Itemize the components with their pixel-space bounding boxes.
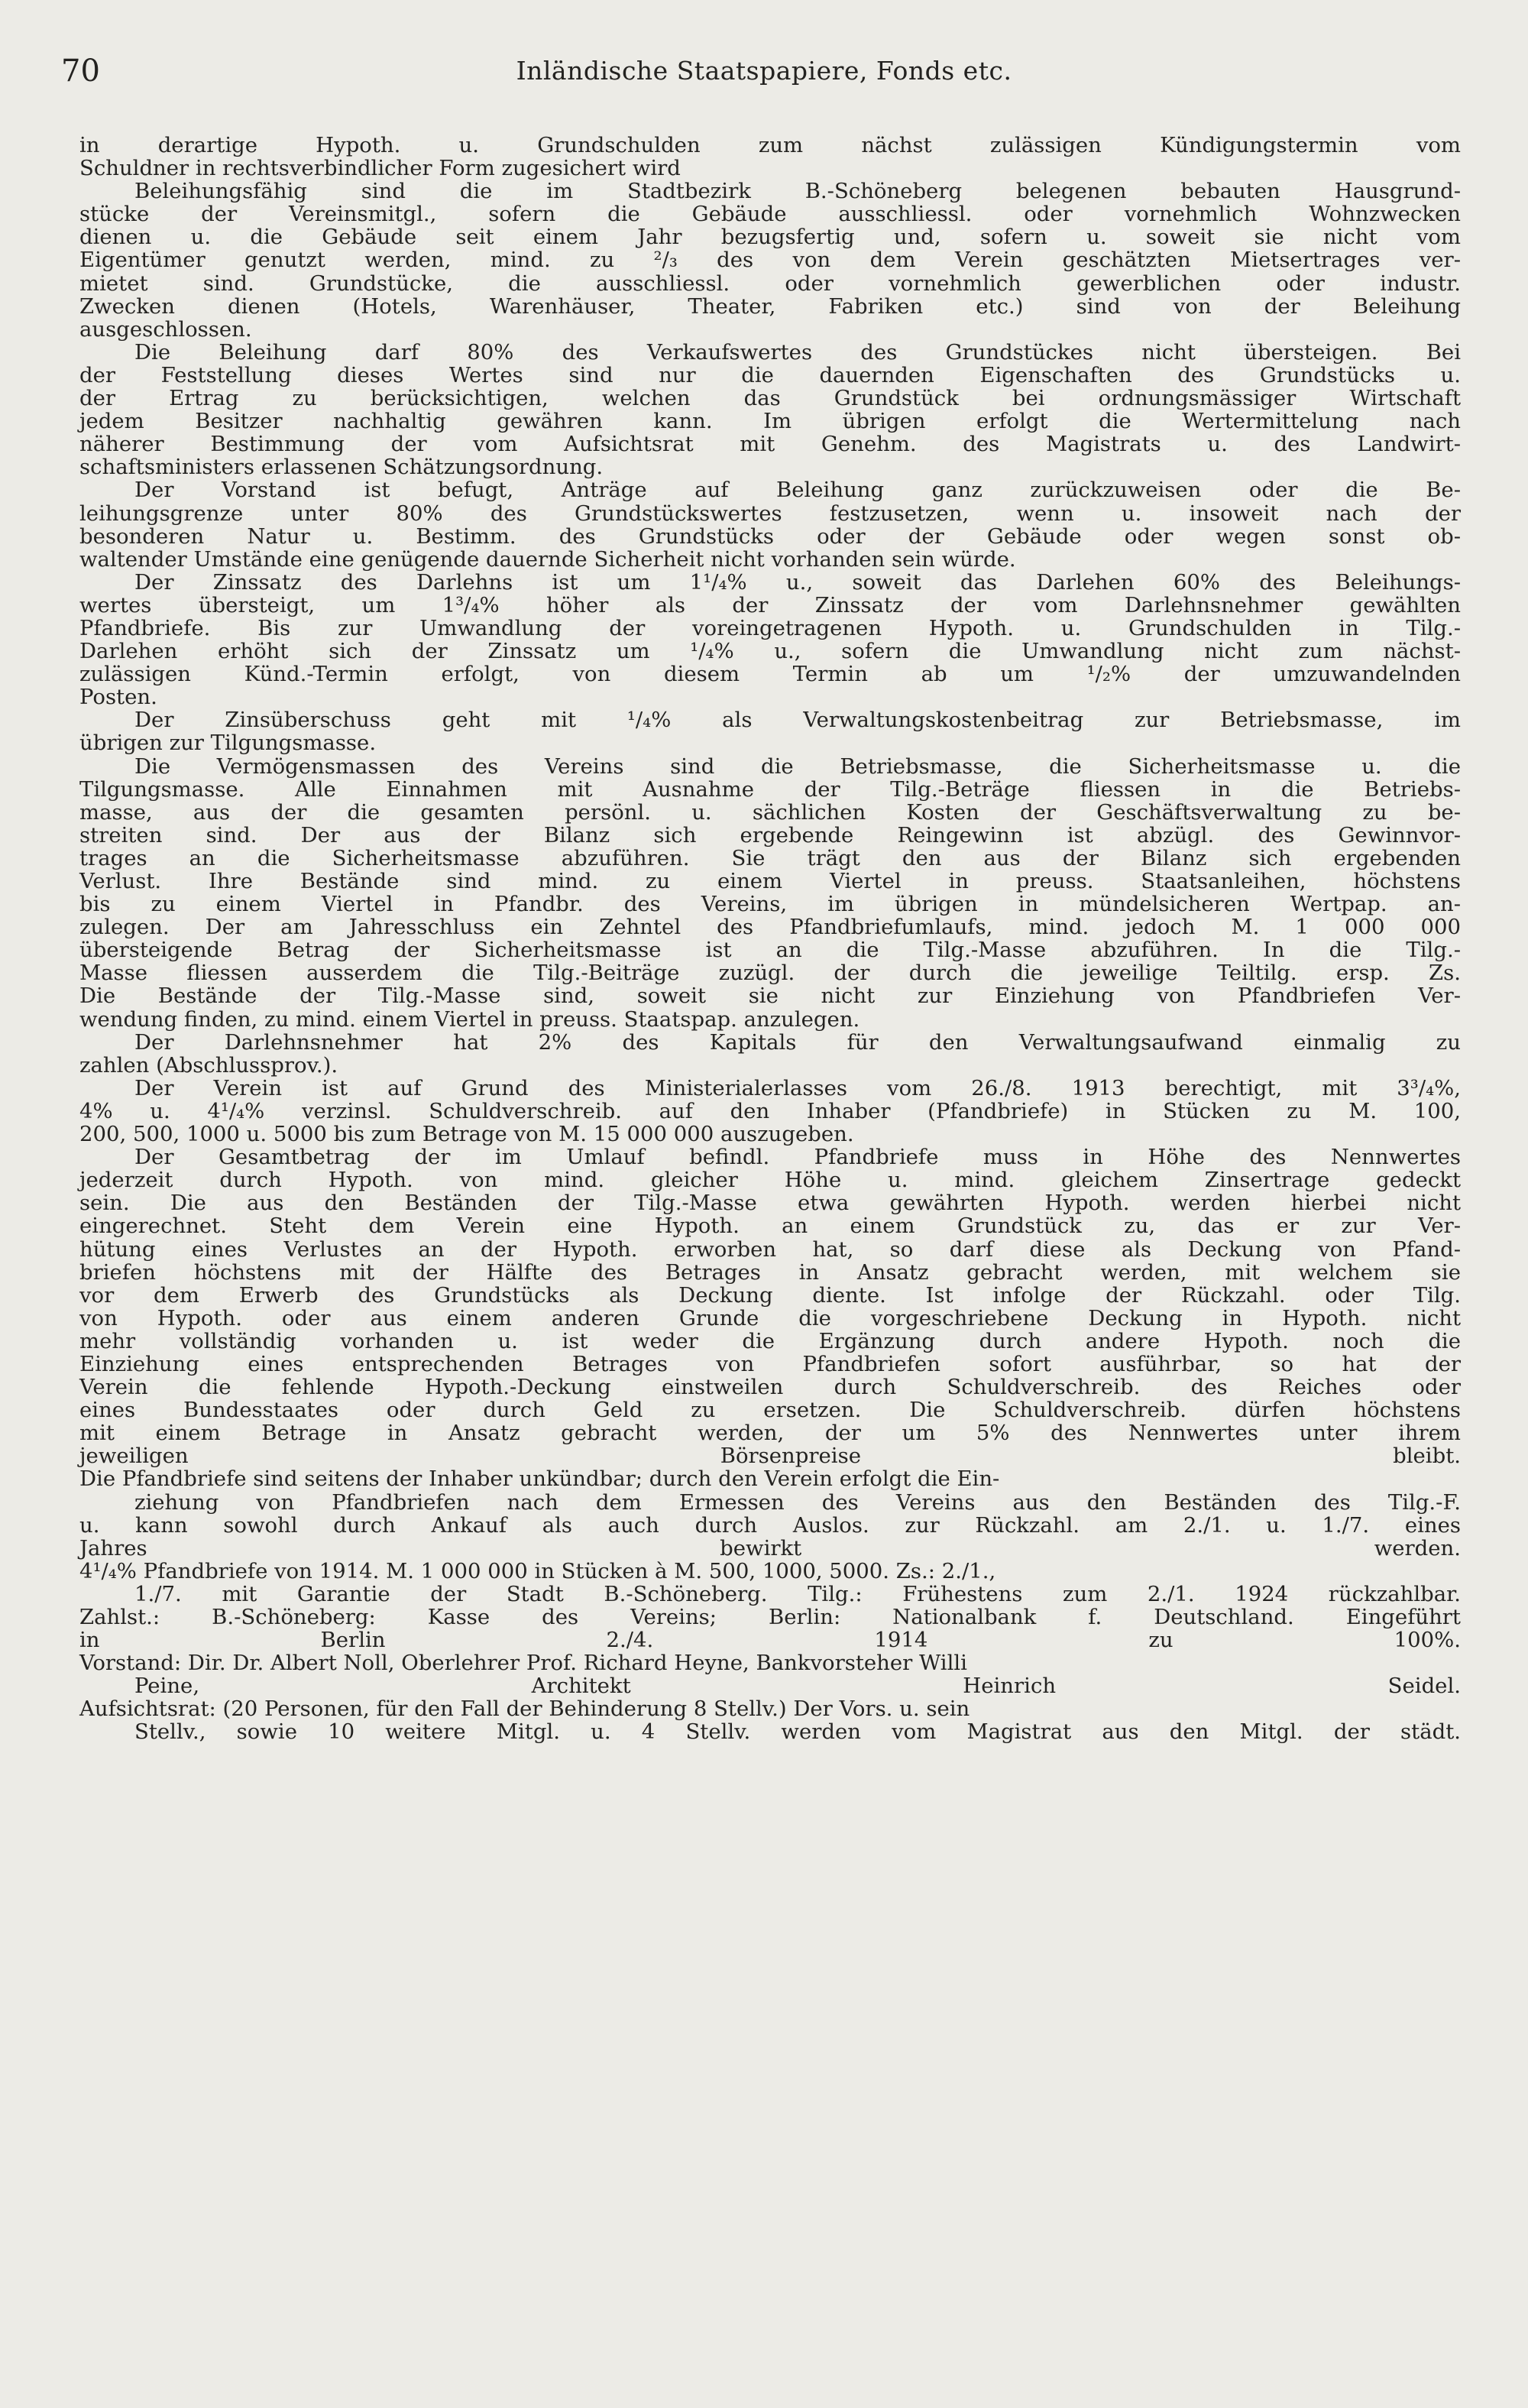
text-line: masse, aus der die gesamten persönl. u. sächlichen Kosten der Geschäftsverwaltung zu be- [79, 799, 1461, 825]
text-line: sein. Die aus den Beständen der Tilg.-Masse etwa gewährten Hypoth. werden hierbei nicht [79, 1191, 1461, 1216]
text-line: Die Beleihung darf 80% des Verkaufswertes des Grundstückes nicht übersteigen. Bei [134, 339, 1461, 365]
text-line: Der Zinssatz des Darlehns ist um 1¹/₄% u., soweit das Darlehen 60% des Beleihungs- [134, 569, 1461, 595]
text-line: der Ertrag zu berücksichtigen, welchen das Grundstück bei ordnungsmässiger Wirtschaft [79, 386, 1461, 411]
text-line: streiten sind. Der aus der Bilanz sich ergebende Reingewinn ist abzügl. des Gewinnvor- [79, 822, 1461, 847]
text-line: u. kann sowohl durch Ankauf als auch durch Auslos. zur Rückzahl. am 2./1. u. 1./7. eines [79, 1512, 1461, 1538]
text-line: jederzeit durch Hypoth. von mind. gleicher Höhe u. mind. gleichem Zinsertrage gedeckt [79, 1168, 1461, 1193]
text-line: Tilgungsmasse. Alle Einnahmen mit Ausnahme der Tilg.-Beträge fliessen in die Betriebs- [79, 776, 1461, 802]
text-line: Die Vermögensmassen des Vereins sind die Betriebsmasse, die Sicherheitsmasse u. die [134, 754, 1461, 779]
aufsichtsrat-line: Stellv., sowie 10 weitere Mitgl. u. 4 Stellv. werden vom Magistrat aus den Mitgl. der städt. [134, 1719, 1461, 1745]
text-line: Posten. [79, 685, 157, 710]
text-line: Jahres bewirkt werden. [79, 1535, 1461, 1561]
text-line: Der Zinsüberschuss geht mit ¹/₄% als Verwaltungskostenbeitrag zur Betriebsmasse, im [134, 708, 1461, 733]
text-line: Der Verein ist auf Grund des Ministerialerlasses vom 26./8. 1913 berechtigt, mit 3³/₄%, [134, 1075, 1461, 1100]
text-line: ausgeschlossen. [79, 316, 252, 342]
text-line: zulässigen Künd.-Termin erfolgt, von diesem Termin ab um ¹/₂% der umzuwandelnden [79, 662, 1461, 687]
text-line: bis zu einem Viertel in Pfandbr. des Vereins, im übrigen in mündelsicheren Wertpap. an- [79, 892, 1461, 917]
text-line: Zwecken dienen (Hotels, Warenhäuser, Theater, Fabriken etc.) sind von der Beleihung [79, 293, 1461, 319]
text-line: wertes übersteigt, um 1³/₄% höher als der Zinssatz der vom Darlehnsnehmer gewählten [79, 592, 1461, 617]
text-line: stücke der Vereinsmitgl., sofern die Gebäude ausschliessl. oder vornehmlich Wohnzwecken [79, 202, 1461, 227]
text-line: waltender Umstände eine genügende dauernde Sicherheit nicht vorhanden sein würde. [79, 546, 1016, 572]
text-line: besonderen Natur u. Bestimm. des Grundstücks oder der Gebäude oder wegen sonst ob- [79, 523, 1461, 549]
text-line: näherer Bestimmung der vom Aufsichtsrat mit Genehm. des Magistrats u. des Landwirt- [79, 432, 1461, 457]
text-line: Die Pfandbriefe sind seitens der Inhaber unkündbar; durch den Verein erfolgt die Ein- [79, 1467, 1000, 1492]
text-line: zahlen (Abschlussprov.). [79, 1052, 338, 1078]
text-line: Verlust. Ihre Bestände sind mind. zu einem Viertel in preuss. Staatsanleihen, höchstens [79, 869, 1461, 893]
page-header [61, 52, 1467, 90]
text-line: trages an die Sicherheitsmasse abzuführen. Sie trägt den aus der Bilanz sich ergebenden [79, 845, 1461, 870]
text-line: mit einem Betrage in Ansatz gebracht werden, der um 5% des Nennwertes unter ihrem [79, 1421, 1461, 1446]
body-text [79, 134, 1461, 1767]
text-line: eines Bundesstaates oder durch Geld zu ersetzen. Die Schuldverschreib. dürfen höchstens [79, 1398, 1461, 1423]
text-line: Der Gesamtbetrag der im Umlauf befindl. Pfandbriefe muss in Höhe des Nennwertes [134, 1145, 1461, 1170]
text-line: mehr vollständig vorhanden u. ist weder die Ergänzung durch andere Hypoth. noch die [79, 1328, 1461, 1353]
text-line: Verein die fehlende Hypoth.-Deckung einstweilen durch Schuldverschreib. des Reiches oder [79, 1375, 1461, 1400]
text-line: 200, 500, 1000 u. 5000 bis zum Betrage von M. 15 000 000 auszugeben. [79, 1122, 854, 1147]
text-line: Der Vorstand ist befugt, Anträge auf Beleihung ganz zurückzuweisen oder die Be- [134, 478, 1461, 503]
text-line: schaftsministers erlassenen Schätzungsordnung. [79, 455, 604, 480]
text-line: dienen u. die Gebäude seit einem Jahr bezugsfertig und, sofern u. soweit sie nicht vom [79, 225, 1461, 250]
text-line: in derartige Hypoth. u. Grundschulden zum nächst zulässigen Kündigungstermin vom [79, 133, 1461, 157]
text-line: übrigen zur Tilgungsmasse. [79, 731, 377, 756]
pfandbriefe-line: 1./7. mit Garantie der Stadt B.-Schöneberg. Tilg.: Frühestens zum 2./1. 1924 rückzahlbar. [134, 1581, 1461, 1606]
text-line: in Berlin 2./4. 1914 zu 100%. [79, 1628, 1461, 1653]
text-line: Eigentümer genutzt werden, mind. zu ²/₃ des von dem Verein geschätzten Mietsertrages ver- [79, 248, 1461, 273]
text-line: Die Bestände der Tilg.-Masse sind, soweit sie nicht zur Einziehung von Pfandbriefen Ver- [79, 984, 1461, 1009]
text-line: leihungsgrenze unter 80% des Grundstückswertes festzusetzen, wenn u. insoweit nach der [79, 501, 1461, 526]
text-line: der Feststellung dieses Wertes sind nur die dauernden Eigenschaften des Grundstücks u. [79, 362, 1461, 387]
text-line: Einziehung eines entsprechenden Betrages von Pfandbriefen sofort ausführbar, so hat der [79, 1351, 1461, 1376]
page-number: 70 [61, 53, 100, 89]
text-line: Schuldner in rechtsverbindlicher Form zugesichert wird [79, 156, 681, 181]
text-line: ziehung von Pfandbriefen nach dem Ermessen des Vereins aus den Beständen des Tilg.-F. [134, 1489, 1461, 1515]
text-line: Vorstand: Dir. Dr. Albert Noll, Oberlehrer Prof. Richard Heyne, Bankvorsteher Willi [79, 1651, 967, 1676]
text-line: von Hypoth. oder aus einem anderen Grunde die vorgeschriebene Deckung in Hypoth. nicht [79, 1305, 1461, 1330]
text-line [79, 1744, 1461, 1767]
text-line: briefen höchstens mit der Hälfte des Betrages in Ansatz gebracht werden, mit welchem sie [79, 1259, 1461, 1285]
text-line: vor dem Erwerb des Grundstücks als Deckung diente. Ist infolge der Rückzahl. oder Tilg. [79, 1282, 1461, 1308]
running-title: Inländische Staatspapiere, Fonds etc. [516, 56, 1012, 86]
text-line: Masse fliessen ausserdem die Tilg.-Beiträge zuzügl. der durch die jeweilige Teiltilg. ersp. Zs. [79, 961, 1461, 986]
text-line: Beleihungsfähig sind die im Stadtbezirk B.-Schöneberg belegenen bebauten Hausgrund- [134, 179, 1461, 204]
text-line: Aufsichtsrat: (20 Personen, für den Fall der Behinderung 8 Stellv.) Der Vors. u. sein [79, 1697, 970, 1722]
text-line: Der Darlehnsnehmer hat 2% des Kapitals für den Verwaltungsaufwand einmalig zu [134, 1029, 1461, 1055]
text-line: zulegen. Der am Jahresschluss ein Zehntel des Pfandbriefumlaufs, mind. jedoch M. 1 000 000 [79, 915, 1461, 940]
text-line: mietet sind. Grundstücke, die ausschliessl. oder vornehmlich gewerblichen oder industr. [79, 271, 1461, 296]
text-line: 4¹/₄% Pfandbriefe von 1914. M. 1 000 000 in Stücken à M. 500, 1000, 5000. Zs.: 2./1., [79, 1558, 996, 1583]
text-line: hütung eines Verlustes an der Hypoth. erworben hat, so darf diese als Deckung von Pfand- [79, 1236, 1461, 1262]
text-line: 4% u. 4¹/₄% verzinsl. Schuldverschreib. auf den Inhaber (Pfandbriefe) in Stücken zu M. 100, [79, 1098, 1461, 1123]
text-line: eingerechnet. Steht dem Verein eine Hypoth. an einem Grundstück zu, das er zur Ver- [79, 1214, 1461, 1239]
text-line: übersteigende Betrag der Sicherheitsmasse ist an die Tilg.-Masse abzuführen. In die Tilg.- [79, 938, 1461, 963]
text-line: Darlehen erhöht sich der Zinssatz um ¹/₄% u., sofern die Umwandlung nicht zum nächst- [79, 639, 1461, 664]
text-line: Zahlst.: B.-Schöneberg: Kasse des Vereins; Berlin: Nationalbank f. Deutschland. Eingeführt [79, 1605, 1461, 1629]
text-line: wendung finden, zu mind. einem Viertel in preuss. Staatspap. anzulegen. [79, 1006, 860, 1032]
text-line: Pfandbriefe. Bis zur Umwandlung der voreingetragenen Hypoth. u. Grundschulden in Tilg.- [79, 615, 1461, 640]
vorstand-line: Peine, Architekt Heinrich Seidel. [134, 1674, 1461, 1699]
text-line: jeweiligen Börsenpreise bleibt. [79, 1444, 1461, 1469]
text-line: jedem Besitzer nachhaltig gewähren kann. Im übrigen erfolgt die Wertermittelung nach [79, 409, 1461, 434]
